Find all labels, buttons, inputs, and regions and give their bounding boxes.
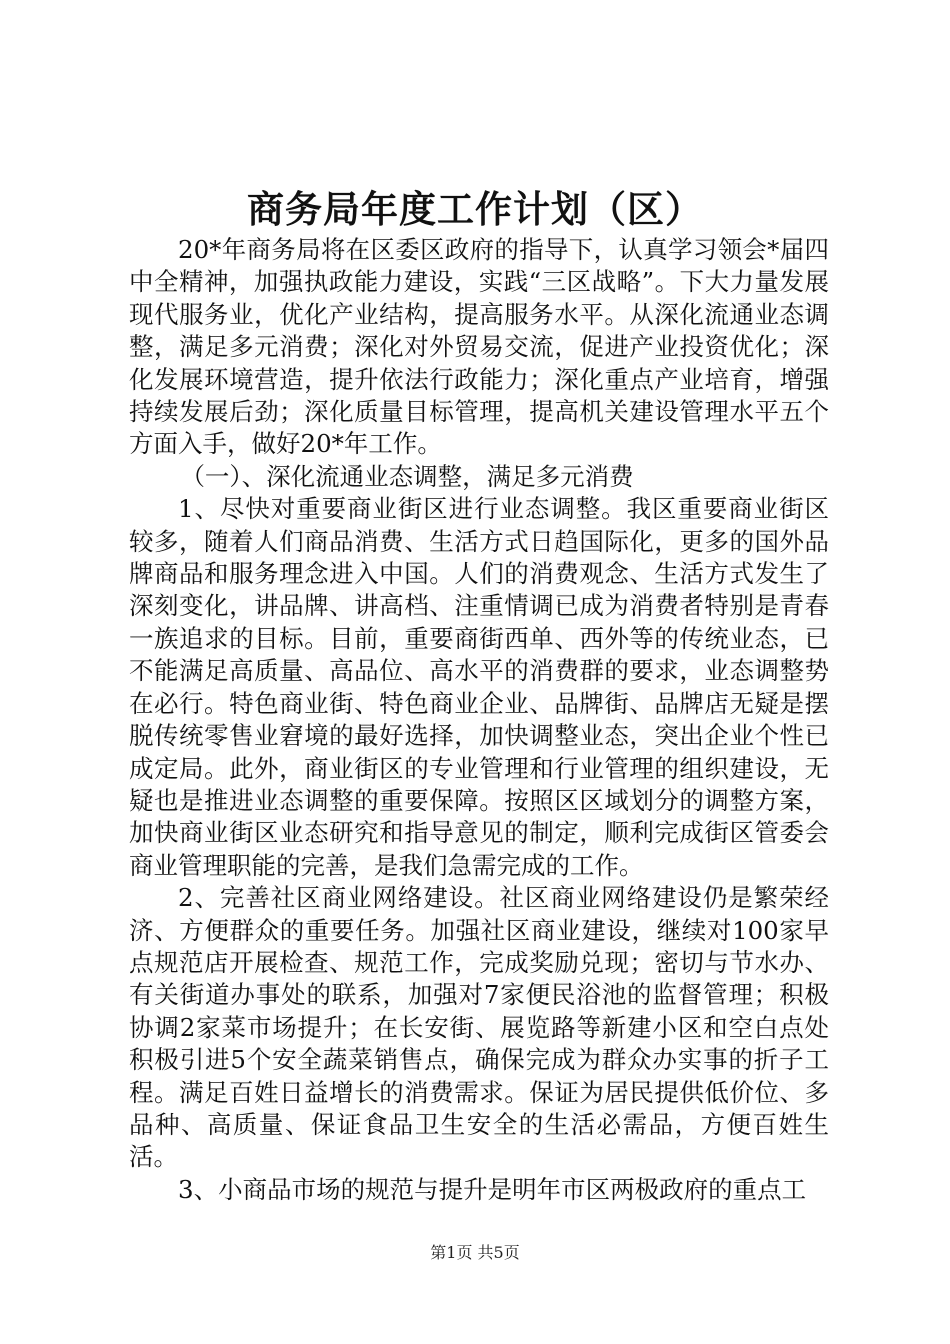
intro-paragraph: 20*年商务局将在区委区政府的指导下，认真学习领会*届四中全精神，加强执政能力建设，实践“三区战略”。下大力量发展现代服务业，优化产业结构，提高服务水平。从深化流通业态调整，满足多元消费；深化对外贸易交流，促进产业投资优化；深化发展环境营造，提升依法行政能力；深化重点产业培育，增强持续发展后劲；深化质量目标管理，提高机关建设管理水平五个方面入手，做好20*年工作。 — [129, 235, 829, 459]
page-number-footer: 第1页 共5页 — [430, 1243, 520, 1262]
section-heading: （一）、深化流通业态调整，满足多元消费 — [180, 461, 634, 491]
document-title: 商务局年度工作计划（区） — [247, 187, 703, 231]
item-1-paragraph: 1、尽快对重要商业街区进行业态调整。我区重要商业街区较多，随着人们商品消费、生活方式日趋国际化，更多的国外品牌商品和服务理念进入中国。人们的消费观念、生活方式发生了深刻变化，讲品牌、讲高档、注重情调已成为消费者特别是青春一族追求的目标。目前，重要商街西单、西外等的传统业态，已不能满足高质量、高品位、高水平的消费群的要求，业态调整势在必行。特色商业街、特色商业企业、品牌街、品牌店无疑是摆脱传统零售业窘境的最好选择，加快调整业态，突出企业个性已成定局。此外，商业街区的专业管理和行业管理的组织建设，无疑也是推进业态调整的重要保障。按照区区域划分的调整方案，加快商业街区业态研究和指导意见的制定，顺利完成街区管委会商业管理职能的完善，是我们急需完成的工作。 — [129, 494, 829, 880]
item-3-paragraph: 3、小商品市场的规范与提升是明年市区两极政府的重点工 — [178, 1174, 807, 1204]
document-body — [129, 234, 829, 1206]
item-2-paragraph: 2、完善社区商业网络建设。社区商业网络建设仍是繁荣经济、方便群众的重要任务。加强社区商业建设，继续对100家早点规范店开展检查、规范工作，完成奖励兑现；密切与节水办、有关街道办事处的联系，加强对7家便民浴池的监督管理；积极协调2家菜市场提升；在长安街、展览路等新建小区和空白点处积极引进5个安全蔬菜销售点，确保完成为群众办实事的折子工程。满足百姓日益增长的消费需求。保证为居民提供低价位、多品种、高质量、保证食品卫生安全的生活必需品，方便百姓生活。 — [129, 883, 829, 1172]
